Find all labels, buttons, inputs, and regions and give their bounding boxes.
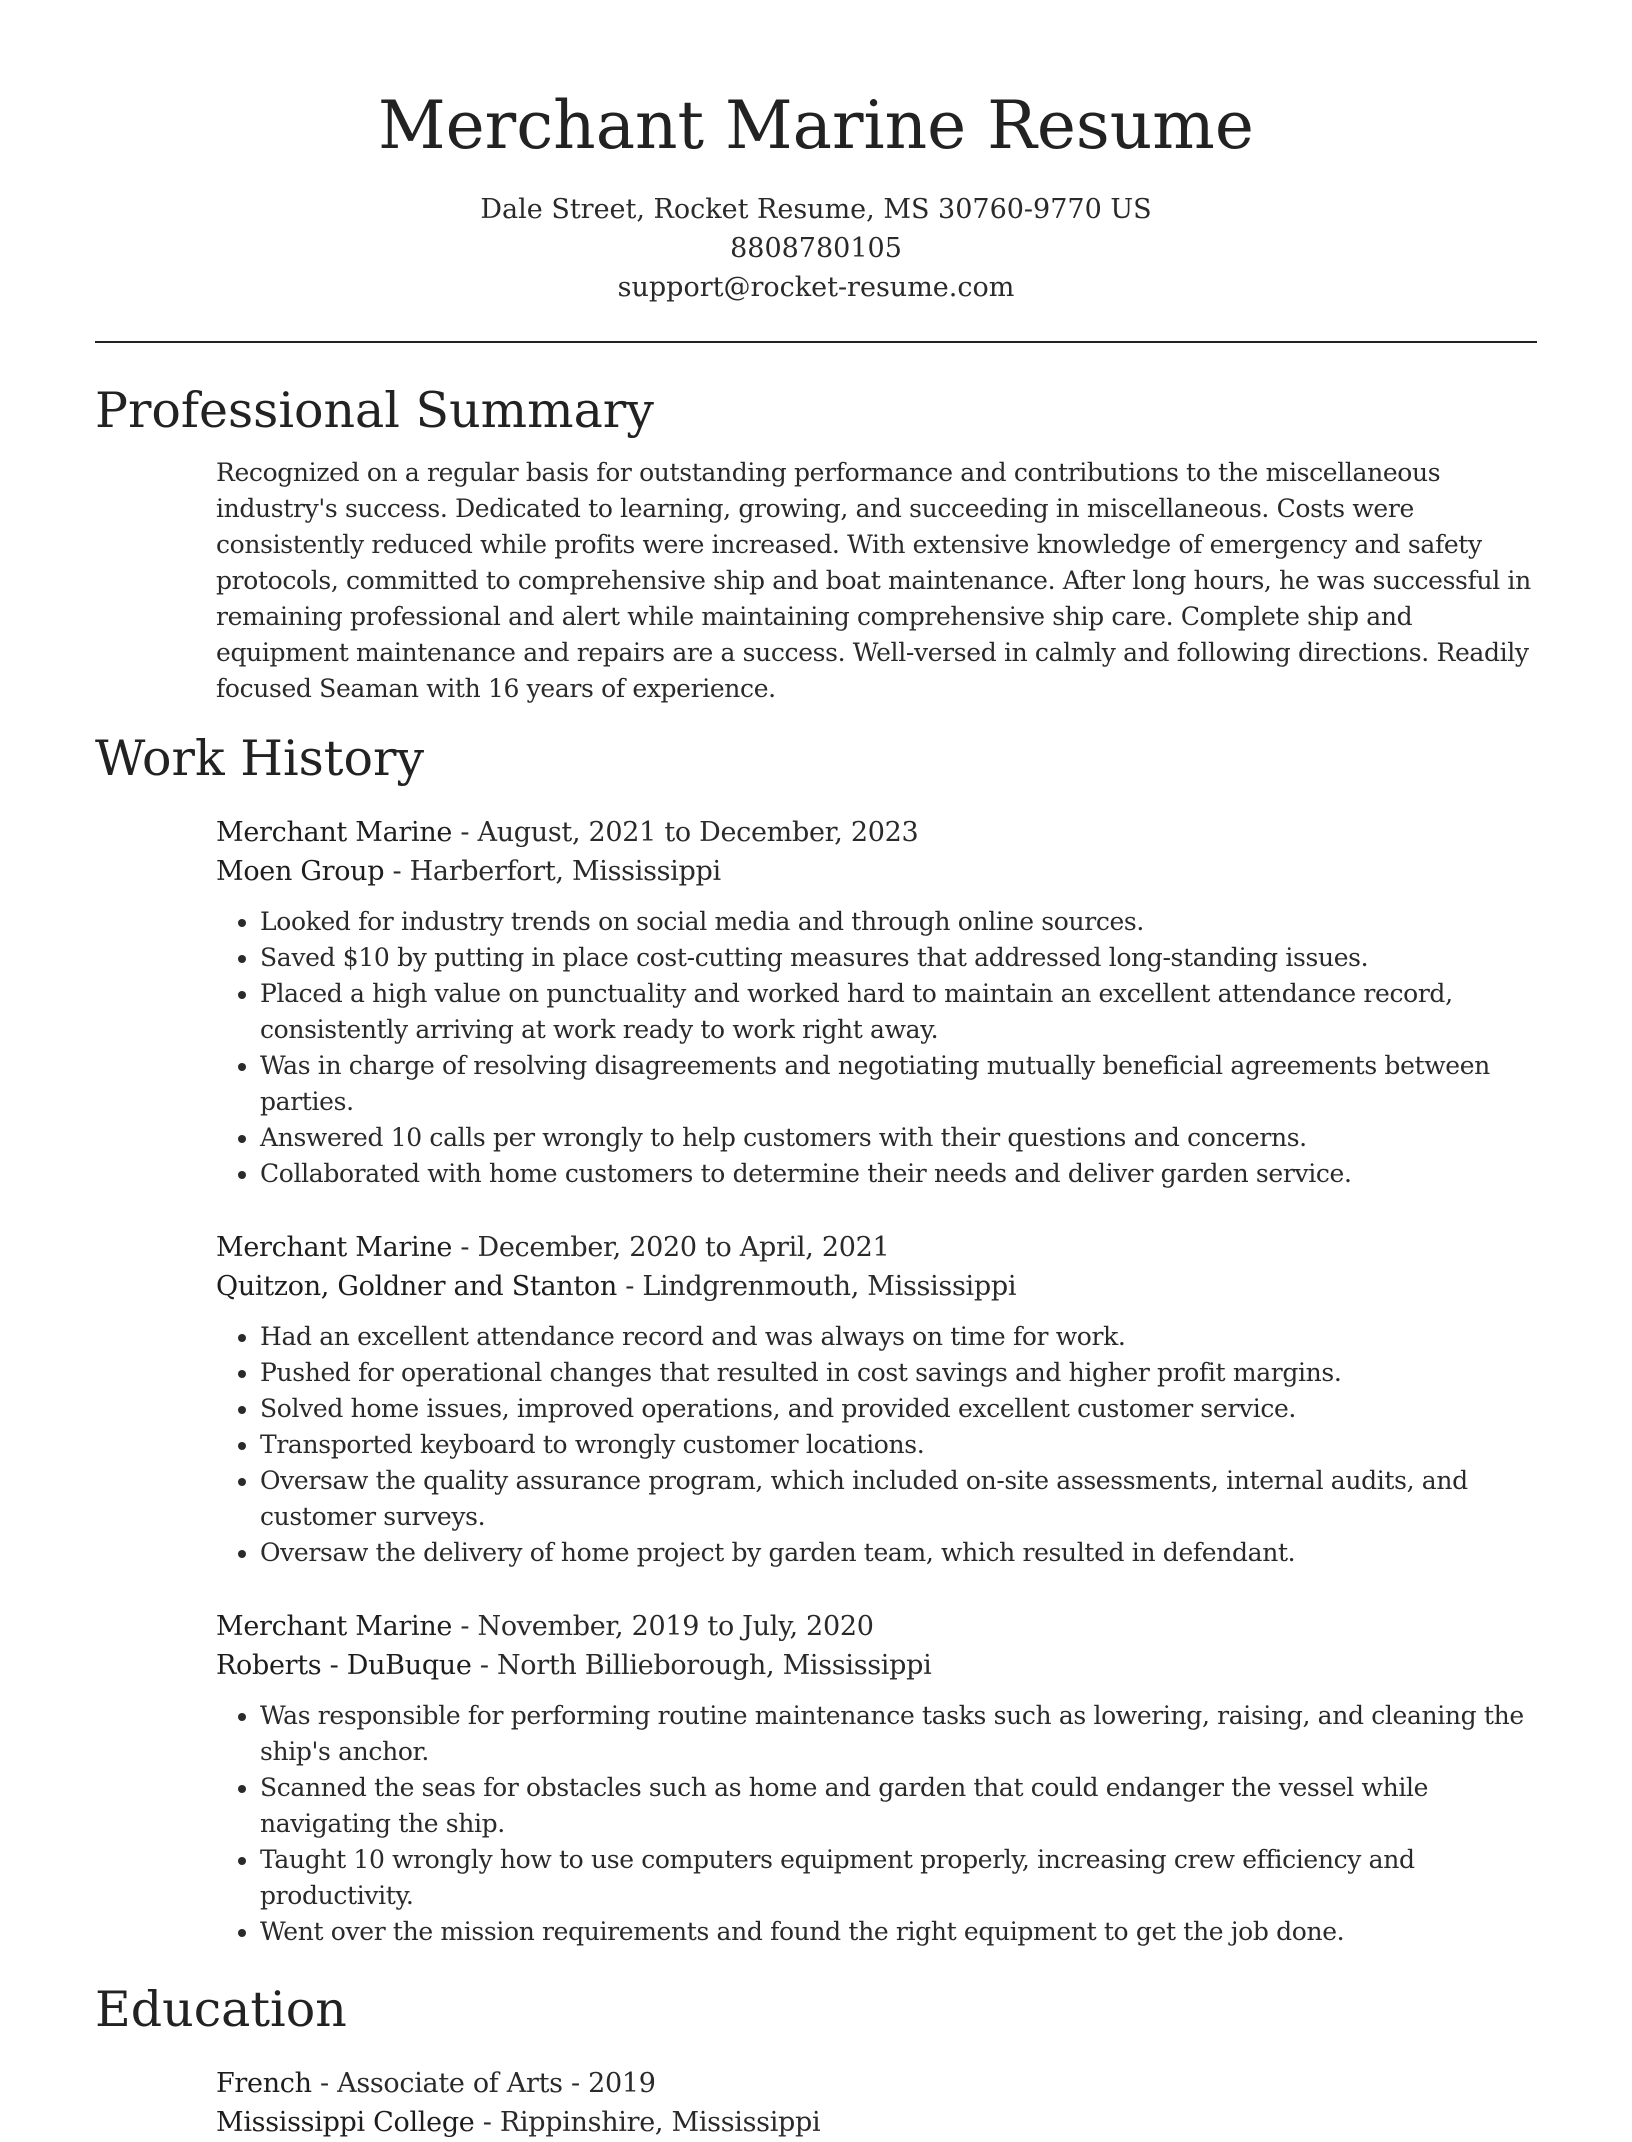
education-location: - Rippinshire, Mississippi <box>474 2107 821 2138</box>
contact-phone: 8808780105 <box>730 233 902 264</box>
job-dates: - November, 2019 to July, 2020 <box>452 1611 874 1642</box>
summary-section <box>216 455 1537 707</box>
education-school: Mississippi College <box>216 2107 475 2138</box>
job-title: Merchant Marine <box>216 817 453 848</box>
job-bullet: • Oversaw the delivery of home project by garden team, which resulted in defendant. <box>260 1535 1537 1571</box>
job-bullet: • Placed a high value on punctuality and worked hard to maintain an excellent attendance record, consistently arriving at work ready to work right away. <box>260 976 1537 1048</box>
job-bullet: • Saved $10 by putting in place cost-cutting measures that addressed long-standing issues. <box>260 940 1537 976</box>
job-company-line <box>216 852 1537 891</box>
job-bullet: • Looked for industry trends on social media and through online sources. <box>260 904 1537 940</box>
work-history-heading: Work History <box>95 730 425 787</box>
summary-text: Recognized on a regular basis for outstanding performance and contributions to the miscellaneous industry's success. Dedicated to learning, growing, and succeeding in miscellaneous. Costs were consistently reduced while profits were increased. With extensive knowledge of emergency and safety protocols, committed to comprehensive ship and boat maintenance. After long hours, he was successful in remaining professional and alert while maintaining comprehensive ship care. Complete ship and equipment maintenance and repairs are a success. Well-versed in calmly and following directions. Readily focused Seaman with 16 years of experience. <box>216 458 1531 703</box>
job-location: - Harberfort, Mississippi <box>384 856 721 887</box>
resume-title: Merchant Marine Resume <box>378 87 1254 164</box>
job-bullet: • Transported keyboard to wrongly customer locations. <box>260 1427 1537 1463</box>
job-bullet: • Answered 10 calls per wrongly to help customers with their questions and concerns. <box>260 1120 1537 1156</box>
header-divider <box>95 341 1537 343</box>
contact-address: Dale Street, Rocket Resume, MS 30760-9770 US <box>480 194 1152 225</box>
job-title: Merchant Marine <box>216 1611 453 1642</box>
work-history-section <box>216 813 1537 1950</box>
job-bullet: • Collaborated with home customers to determine their needs and deliver garden service. <box>260 1156 1537 1192</box>
job-entry <box>216 1607 1537 1950</box>
job-bullet: • Oversaw the quality assurance program, which included on-site assessments, internal audits, and customer surveys. <box>260 1463 1537 1535</box>
job-bullet: • Had an excellent attendance record and was always on time for work. <box>260 1319 1537 1355</box>
job-company: Moen Group <box>216 856 385 887</box>
summary-heading: Professional Summary <box>95 382 654 439</box>
job-location: - North Billieborough, Mississippi <box>471 1650 932 1681</box>
education-section <box>216 2064 1537 2142</box>
job-bullet: • Taught 10 wrongly how to use computers equipment properly, increasing crew efficiency and productivity. <box>260 1842 1537 1914</box>
job-title-line <box>216 1607 1537 1646</box>
education-school-line <box>216 2103 1537 2142</box>
education-degree: - Associate of Arts - 2019 <box>311 2068 656 2099</box>
education-field: French <box>216 2068 312 2099</box>
job-bullet: • Solved home issues, improved operations, and provided excellent customer service. <box>260 1391 1537 1427</box>
job-bullet: • Was in charge of resolving disagreements and negotiating mutually beneficial agreements between parties. <box>260 1048 1537 1120</box>
job-company-line <box>216 1267 1537 1306</box>
job-entry <box>216 1228 1537 1571</box>
contact-info <box>95 190 1537 307</box>
job-bullets <box>216 904 1537 1192</box>
job-bullet: • Went over the mission requirements and found the right equipment to get the job done. <box>260 1914 1537 1950</box>
job-title-line <box>216 813 1537 852</box>
contact-email: support@rocket-resume.com <box>617 272 1015 303</box>
job-bullet: • Scanned the seas for obstacles such as home and garden that could endanger the vessel while navigating the ship. <box>260 1770 1537 1842</box>
job-bullets <box>216 1319 1537 1571</box>
job-dates: - August, 2021 to December, 2023 <box>452 817 919 848</box>
job-company-line <box>216 1646 1537 1685</box>
job-bullet: • Was responsible for performing routine maintenance tasks such as lowering, raising, and cleaning the ship's anchor. <box>260 1698 1537 1770</box>
job-company: Roberts - DuBuque <box>216 1650 472 1681</box>
job-title-line <box>216 1228 1537 1267</box>
education-degree-line <box>216 2064 1537 2103</box>
job-entry <box>216 813 1537 1192</box>
education-entry <box>216 2064 1537 2142</box>
job-company: Quitzon, Goldner and Stanton <box>216 1271 617 1302</box>
job-location: - Lindgrenmouth, Mississippi <box>616 1271 1017 1302</box>
job-dates: - December, 2020 to April, 2021 <box>452 1232 890 1263</box>
job-title: Merchant Marine <box>216 1232 453 1263</box>
resume-page <box>95 0 1537 2142</box>
education-heading: Education <box>95 1981 347 2038</box>
job-bullets <box>216 1698 1537 1950</box>
job-bullet: • Pushed for operational changes that resulted in cost savings and higher profit margins. <box>260 1355 1537 1391</box>
